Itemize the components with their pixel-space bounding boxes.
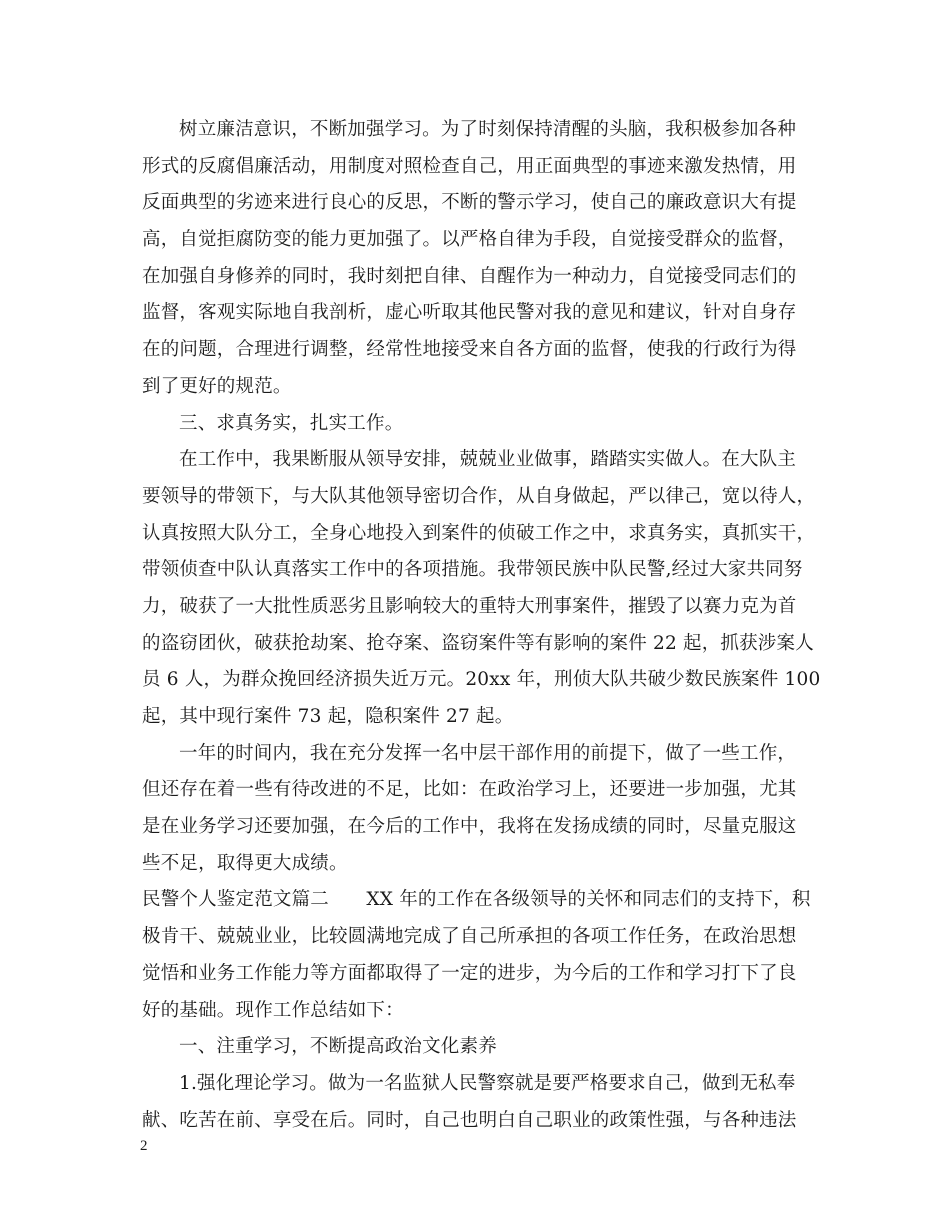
text-line: 但还存在着一些有待改进的不足，比如：在政治学习上，还要进一步加强，尤其 [142,779,797,801]
text-line: 树立廉洁意识，不断加强学习。为了时刻保持清醒的头脑，我积极参加各种 [179,119,797,140]
text-line: 在加强自身修养的同时，我时刻把自律、自醒作为一种动力，自觉接受同志们的 [142,265,797,287]
text-line: 在的问题，合理进行调整，经常性地接受来自各方面的监督，使我的行政行为得 [142,339,797,361]
text-line: 觉悟和业务工作能力等方面都取得了一定的进步，为今后的工作和学习打下了良 [142,962,797,984]
text-line: 要领导的带领下，与大队其他领导密切合作，从自身做起，严以律己，宽以待人， [142,485,816,507]
text-line: 认真按照大队分工，全身心地投入到案件的侦破工作之中，求真务实，真抓实干， [142,522,816,544]
document-body [142,112,822,1139]
text-line: 些不足，取得更大成绩。 [142,852,348,874]
text-line: 带领侦查中队认真落实工作中的各项措施。我带领民族中队民警,经过大家共同努 [142,559,803,581]
text-line: 力，破获了一大批性质恶劣且影响较大的重特大刑事案件，摧毁了以赛力克为首 [142,595,797,617]
text-line: 民警个人鉴定范文篇二 XX 年的工作在各级领导的关怀和同志们的支持下，积 [142,889,811,911]
text-line: 在工作中，我果断服从领导安排，兢兢业业做事，踏踏实实做人。在大队主 [179,449,797,471]
text-line: 1.强化理论学习。做为一名监狱人民警察就是要严格要求自己，做到无私奉 [179,1072,796,1094]
text-line: 监督，客观实际地自我剖析，虚心听取其他民警对我的意见和建议，针对自身存 [142,302,797,324]
text-line: 极肯干、兢兢业业，比较圆满地完成了自己所承担的各项工作任务，在政治思想 [142,926,797,948]
text-line: 的盗窃团伙，破获抢劫案、抢夺案、盗窃案件等有影响的案件 22 起，抓获涉案人 [142,632,814,654]
text-line: 形式的反腐倡廉活动，用制度对照检查自己，用正面典型的事迹来激发热情，用 [142,155,797,177]
text-line: 是在业务学习还要加强，在今后的工作中，我将在发扬成绩的同时，尽量克服这 [142,816,797,838]
section-heading: 一、注重学习，不断提高政治文化素养 [179,1036,497,1058]
text-line: 员 6 人，为群众挽回经济损失近万元。20xx 年，刑侦大队共破少数民族案件 100 [142,669,821,691]
text-line: 好的基础。现作工作总结如下： [142,999,404,1021]
text-line: 起，其中现行案件 73 起，隐积案件 27 起。 [142,706,514,727]
section-heading: 三、求真务实，扎实工作。 [179,412,404,434]
text-line: 到了更好的规范。 [142,375,292,397]
text-line: 反面典型的劣迹来进行良心的反思，不断的警示学习，使自己的廉政意识大有提 [142,192,797,214]
text-line: 高，自觉拒腐防变的能力更加强了。以严格自律为手段，自觉接受群众的监督， [142,229,797,251]
page-number: 2 [140,1138,148,1154]
text-line: 一年的时间内，我在充分发挥一名中层干部作用的前提下，做了一些工作， [179,742,797,764]
text-line: 献、吃苦在前、享受在后。同时，自己也明白自己职业的政策性强，与各种违法 [142,1109,797,1131]
